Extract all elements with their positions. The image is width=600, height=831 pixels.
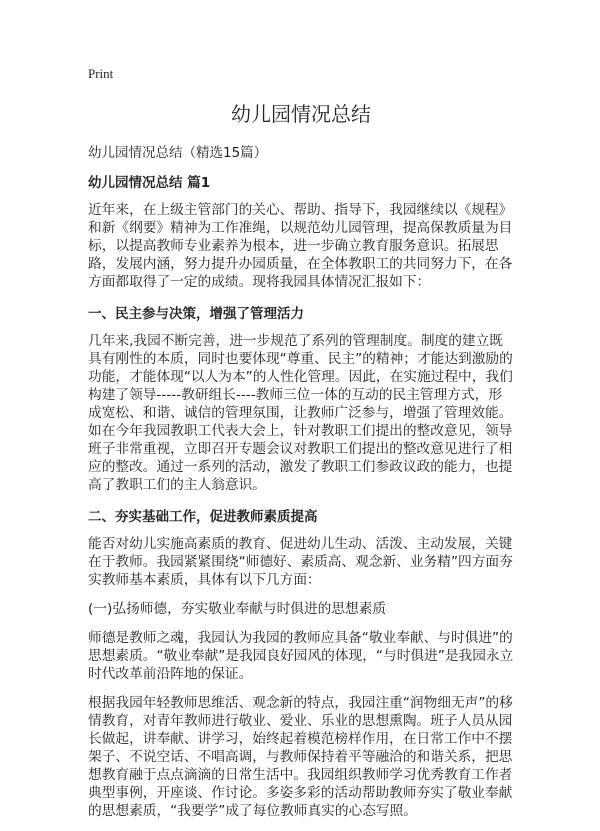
section2-subheading: (一)弘扬师德，夯实敬业奉献与时俱进的思想素质 <box>88 601 387 617</box>
section2-paragraph: 能否对幼儿实施高素质的教育、促进幼儿生动、活泼、主动发展，关键在于教师。我园紧紧围绕“师德好、素质高、观念新、业务精”四方面夯实教师基本素质，具体有以下几方面： <box>88 536 513 588</box>
section2-paragraph3: 根据我园年轻教师思维活、观念新的特点，我园注重“润物细无声”的移情教育，对青年教师进行敬业、爱业、乐业的思想熏陶。班子人员从园长做起，讲奉献、讲学习，始终起着模范榜样作用，在日常工作中不摆架子、不说空话、不唱高调，与教师保持着平等融洽的和谐关系，把思想教育融于点点滴滴的日常生活中。我园组织教师学习优秀教育工作者典型事例，开座谈、作讨论。多姿多彩的活动帮助教师夯实了敬业奉献的思想素质，“我要学”成了每位教师真实的心态写照。 <box>88 695 513 819</box>
print-label[interactable]: Print <box>88 66 114 81</box>
section1-paragraph: 几年来,我园不断完善，进一步规范了系列的管理制度。制度的建立既具有刚性的本质，同时也要体现“尊重、民主”的精神；才能达到激励的功能，才能体现“以人为本”的人性化管理。因此，在实施过程中，我们构建了领导-----教研组长----教师三位一体的互动的民主管理方式，形成宽松、和谐、诚信的管理氛围，让教师广泛参与，增强了管理效能。如在今年我园教职工代表大会上，针对教职工们提出的整改意见，领导班子非常重视，立即召开专题会议对教职工们提出的整改意见进行了相应的整改。通过一系列的活动，激发了教职工们参政议政的能力，也提高了教职工们的主人翁意识。 <box>88 333 513 493</box>
section2-paragraph2: 师德是教师之魂，我园认为我园的教师应具备“敬业奉献、与时俱进”的思想素质。“敬业奉献”是我园良好园风的体现，“与时俱进”是我园永立时代改革前沿阵地的保证。 <box>88 630 514 682</box>
section2-heading: 二、夯实基础工作，促进教师素质提高 <box>88 509 318 525</box>
document-page <box>88 66 514 831</box>
article-heading: 幼儿园情况总结 篇1 <box>88 175 211 191</box>
intro-paragraph: 近年来，在上级主管部门的关心、帮助、指导下，我园继续以《规程》和新《纲要》精神为工作准绳，以规范幼儿园管理，提高保教质量为目标，以提高教师专业素养为根本，进一步确立教育服务意识。拓展思路，发展内涵，努力提升办园质量，在全体教职工的共同努力下，在各方面都取得了一定的成绩。现将我园具体情况汇报如下： <box>88 202 513 290</box>
document-subtitle: 幼儿园情况总结（精选15篇） <box>88 145 268 161</box>
section1-heading: 一、民主参与决策，增强了管理活力 <box>88 306 304 322</box>
page-title: 幼儿园情况总结 <box>231 102 371 126</box>
